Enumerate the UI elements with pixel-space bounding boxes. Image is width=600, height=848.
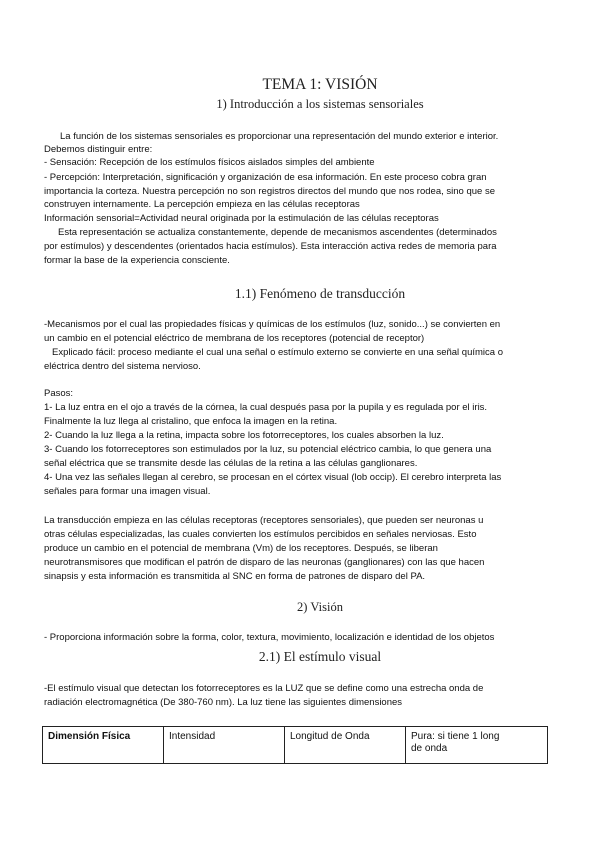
- text-line: un cambio en el potencial eléctrico de membrana de los receptores (potencial de receptor): [44, 333, 425, 344]
- text-line: 4- Una vez las señales llegan al cerebro, se procesan en el córtex visual (lob occip). El cerebro interpreta las: [44, 472, 502, 483]
- physical-dimensions-table: [42, 726, 548, 764]
- text-line: produce un cambio en el potencial de membrana (Vm) de los receptores. Después, se liberan: [44, 543, 438, 554]
- text-line: 2- Cuando la luz llega a la retina, impacta sobre los fotorreceptores, los cuales absorben la luz.: [44, 430, 444, 441]
- text-line: La función de los sistemas sensoriales es proporcionar una representación del mundo exterior e interior.: [60, 131, 499, 142]
- text-line: Información sensorial=Actividad neural originada por la estimulación de las células receptoras: [44, 213, 439, 224]
- section-heading-vision: 2) Visión: [297, 600, 343, 614]
- text-line: importancia la corteza. Nuestra percepción no son registros directos del mundo que nos rodea, sino que se: [44, 186, 495, 197]
- text-line: - Percepción: Interpretación, significación y organización de esa información. En este proceso cobra gran: [44, 172, 487, 183]
- text-line: señales para formar una imagen visual.: [44, 486, 211, 497]
- text-line: otras células especializadas, las cuales convierten los estímulos percibidos en señales nerviosas. Esto: [44, 529, 477, 540]
- text-line: - Sensación: Recepción de los estímulos físicos aislados simples del ambiente: [44, 157, 375, 168]
- text-line: radiación electromagnética (De 380-760 nm). La luz tiene las siguientes dimensiones: [44, 697, 403, 708]
- text-line: La transducción empieza en las células receptoras (receptores sensoriales), que pueden ser neuronas u: [44, 515, 484, 526]
- text-line: 1- La luz entra en el ojo a través de la córnea, la cual después pasa por la pupila y es regulada por el iris.: [44, 402, 488, 413]
- section-heading-visual-stimulus: 2.1) El estímulo visual: [258, 649, 382, 664]
- text-line: eléctrica dentro del sistema nervioso.: [44, 361, 201, 372]
- table-cell: Intensidad: [164, 727, 285, 764]
- table-row: [43, 727, 548, 764]
- text-line: -Mecanismos por el cual las propiedades físicas y químicas de los estímulos (luz, sonido...) se convierten en: [44, 319, 501, 330]
- text-line: - Proporciona información sobre la forma, color, textura, movimiento, localización e identidad de los objetos: [44, 632, 495, 643]
- text-line: Finalmente la luz llega al cristalino, que enfoca la imagen en la retina.: [44, 416, 338, 427]
- text-line: Debemos distinguir entre:: [44, 144, 153, 155]
- text-line: construyen internamente. La percepción empieza en las células receptoras: [44, 199, 360, 210]
- section-heading-intro: 1) Introducción a los sistemas sensoriales: [216, 97, 424, 111]
- text-line: Esta representación se actualiza constantemente, depende de mecanismos ascendentes (determinados: [58, 227, 497, 238]
- table-cell: [406, 727, 548, 764]
- cell-line: de onda: [411, 743, 448, 754]
- page-title: TEMA 1: VISIÓN: [262, 76, 378, 93]
- text-line: -El estímulo visual que detectan los fotorreceptores es la LUZ que se define como una estrecha onda de: [44, 683, 484, 694]
- text-line: sinapsis y esta información es transmitida al SNC en forma de patrones de disparo del PA.: [44, 571, 426, 582]
- text-line: 3- Cuando los fotorreceptores son estimulados por la luz, su potencial eléctrico cambia, lo que genera una: [44, 444, 492, 455]
- text-line: neurotransmisores que modifican el patrón de disparo de las neuronas (ganglionares) con las que hacen: [44, 557, 485, 568]
- text-line: formar la base de la experiencia consciente.: [44, 255, 230, 266]
- table-cell: Longitud de Onda: [285, 727, 406, 764]
- cell-line: Pura: si tiene 1 long: [411, 731, 500, 742]
- table-cell: Dimensión Física: [43, 727, 164, 764]
- text-line: por estímulos) y descendentes (orientados hacia estímulos). Esta interacción activa redes de memoria para: [44, 241, 497, 252]
- text-line: Explicado fácil: proceso mediante el cual una señal o estímulo externo se convierte en una señal química o: [52, 347, 503, 358]
- text-line: señal eléctrica que se transmite desde las células de la retina a las células ganglionares.: [44, 458, 418, 469]
- text-line: Pasos:: [44, 388, 74, 399]
- section-heading-transduction: 1.1) Fenómeno de transducción: [234, 286, 406, 301]
